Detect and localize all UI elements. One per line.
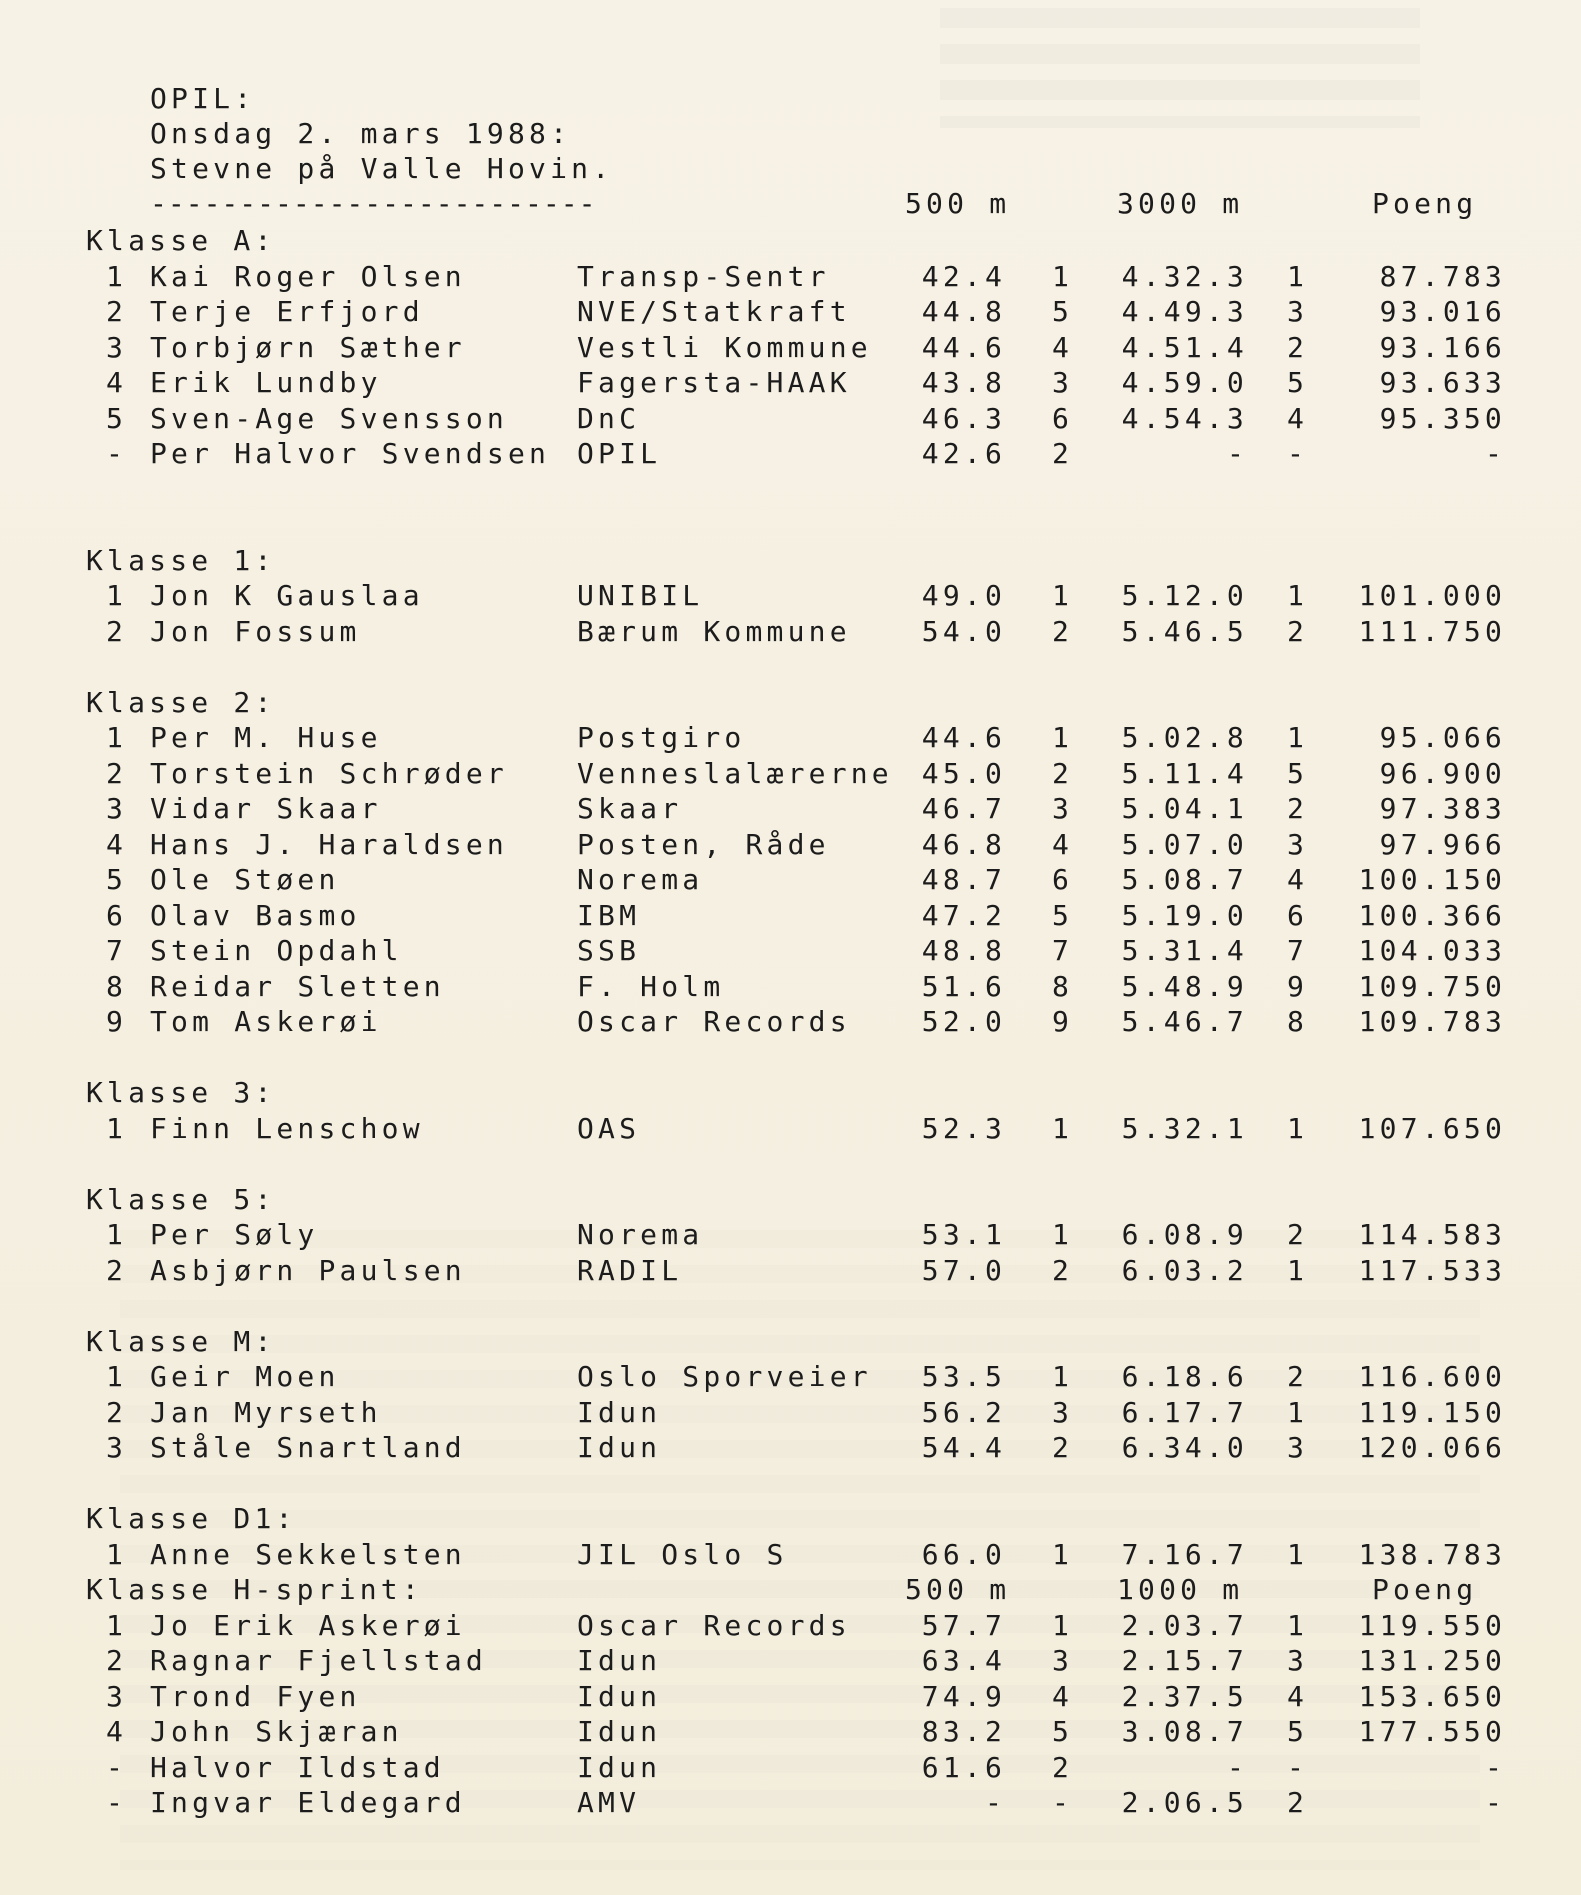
place-first-distance: 5 (1052, 1715, 1074, 1748)
club-name: Idun (577, 1715, 662, 1748)
club-name: Idun (577, 1750, 662, 1784)
club-name: Norema (577, 863, 704, 896)
placement: 6 (106, 898, 128, 932)
place-second-distance: 2 (1287, 792, 1309, 825)
place-first-distance: 4 (1052, 330, 1074, 364)
place-first-distance: 6 (1052, 863, 1074, 896)
result-row (0, 615, 1581, 649)
col-header-3000m: 3000 m (1117, 187, 1244, 220)
club-name: NVE/Statkraft (577, 295, 851, 328)
col-header-500m-sprint: 500 m (905, 1573, 1011, 1606)
place-second-distance: 4 (1287, 1679, 1309, 1713)
place-second-distance: 9 (1287, 969, 1309, 1003)
athlete-name: Asbjørn Paulsen (150, 1253, 466, 1287)
time-first-distance: 47.2 (921, 898, 1006, 932)
result-row (0, 1538, 1581, 1572)
club-name: Oscar Records (577, 1608, 851, 1642)
place-first-distance: 3 (1052, 792, 1074, 825)
placement: 1 (106, 259, 128, 293)
col-header-1000m-sprint: 1000 m (1117, 1573, 1244, 1606)
total-points: 93.633 (1379, 366, 1506, 399)
total-points: 95.350 (1379, 401, 1506, 435)
time-first-distance: 44.8 (921, 295, 1006, 328)
result-row (0, 1431, 1581, 1465)
result-row (0, 295, 1581, 329)
total-points: 95.066 (1379, 721, 1506, 754)
time-first-distance: 83.2 (921, 1715, 1006, 1748)
time-second-distance: - (1226, 437, 1248, 470)
athlete-name: Ingvar Eldegard (150, 1786, 466, 1819)
time-first-distance: 74.9 (921, 1679, 1006, 1713)
placement: 1 (106, 1537, 128, 1571)
total-points: 100.366 (1358, 898, 1506, 932)
place-second-distance: 3 (1287, 827, 1309, 861)
athlete-name: Ståle Snartland (150, 1431, 466, 1464)
time-second-distance: 2.37.5 (1121, 1679, 1248, 1713)
placement: 1 (106, 1111, 128, 1145)
time-second-distance: 2.06.5 (1121, 1786, 1248, 1819)
total-points: 111.750 (1358, 614, 1506, 648)
total-points: - (1484, 1750, 1506, 1784)
place-first-distance: 5 (1052, 898, 1074, 932)
place-second-distance: 1 (1287, 1395, 1309, 1429)
result-row (0, 1715, 1581, 1749)
place-first-distance: 2 (1052, 1431, 1074, 1464)
club-name: Transp-Sentr (577, 259, 830, 293)
section-title: Klasse H-sprint: (86, 1573, 423, 1606)
time-first-distance: 42.4 (921, 259, 1006, 293)
time-first-distance: 49.0 (921, 579, 1006, 612)
place-first-distance: 1 (1052, 1608, 1074, 1642)
total-points: 114.583 (1358, 1218, 1506, 1251)
club-name: Idun (577, 1644, 662, 1677)
result-row (0, 757, 1581, 791)
place-second-distance: 4 (1287, 401, 1309, 435)
time-second-distance: 2.03.7 (1121, 1608, 1248, 1642)
result-row (0, 1396, 1581, 1430)
time-second-distance: 5.46.5 (1121, 614, 1248, 648)
time-second-distance: 3.08.7 (1121, 1715, 1248, 1748)
club-name: Idun (577, 1395, 662, 1429)
time-first-distance: 66.0 (921, 1537, 1006, 1571)
place-second-distance: 2 (1287, 330, 1309, 364)
time-second-distance: 4.59.0 (1121, 366, 1248, 399)
total-points: 100.150 (1358, 863, 1506, 896)
section-title: Klasse 2: (86, 685, 276, 719)
place-first-distance: 4 (1052, 827, 1074, 861)
athlete-name: Per Halvor Svendsen (150, 437, 551, 470)
club-name: Skaar (577, 792, 683, 825)
place-second-distance: 1 (1287, 1537, 1309, 1571)
placement: 5 (106, 401, 128, 435)
placement: 1 (106, 1360, 128, 1393)
place-first-distance: 2 (1052, 1750, 1074, 1784)
time-second-distance: 6.18.6 (1121, 1360, 1248, 1393)
total-points: - (1484, 437, 1506, 470)
placement: 1 (106, 1608, 128, 1642)
total-points: 120.066 (1358, 1431, 1506, 1464)
place-first-distance: 1 (1052, 721, 1074, 754)
total-points: 117.533 (1358, 1253, 1506, 1287)
total-points: 116.600 (1358, 1360, 1506, 1393)
result-row (0, 1751, 1581, 1785)
placement: 4 (106, 827, 128, 861)
total-points: 87.783 (1379, 259, 1506, 293)
bleed-through-texture (940, 8, 1420, 128)
place-first-distance: 2 (1052, 437, 1074, 470)
col-header-500m: 500 m (905, 187, 1011, 220)
result-row (0, 721, 1581, 755)
total-points: 107.650 (1358, 1111, 1506, 1145)
place-second-distance: 1 (1287, 1253, 1309, 1287)
result-row (0, 792, 1581, 826)
total-points: 96.900 (1379, 756, 1506, 790)
time-second-distance: 4.51.4 (1121, 330, 1248, 364)
time-second-distance: 5.08.7 (1121, 863, 1248, 896)
total-points: 119.150 (1358, 1395, 1506, 1429)
placement: 2 (106, 1395, 128, 1429)
club-name: UNIBIL (577, 579, 704, 612)
result-row (0, 260, 1581, 294)
place-first-distance: 3 (1052, 1644, 1074, 1677)
athlete-name: John Skjæran (150, 1715, 403, 1748)
club-name: JIL Oslo S (577, 1537, 788, 1571)
result-row (0, 828, 1581, 862)
section-title: Klasse M: (86, 1324, 276, 1358)
athlete-name: Sven-Age Svensson (150, 401, 508, 435)
athlete-name: Jon Fossum (150, 614, 361, 648)
time-second-distance: 5.32.1 (1121, 1111, 1248, 1145)
result-row (0, 1609, 1581, 1643)
result-row (0, 402, 1581, 436)
place-second-distance: 1 (1287, 1608, 1309, 1642)
placement: 2 (106, 295, 128, 328)
athlete-name: Finn Lenschow (150, 1111, 424, 1145)
placement: 2 (106, 1644, 128, 1677)
place-first-distance: 7 (1052, 934, 1074, 967)
club-name: Vestli Kommune (577, 330, 872, 364)
result-row (0, 579, 1581, 613)
time-first-distance: 53.5 (921, 1360, 1006, 1393)
athlete-name: Erik Lundby (150, 366, 382, 399)
time-first-distance: 56.2 (921, 1395, 1006, 1429)
placement: 9 (106, 1005, 128, 1038)
athlete-name: Jo Erik Askerøi (150, 1608, 466, 1642)
club-name: DnC (577, 401, 641, 435)
place-first-distance: 5 (1052, 295, 1074, 328)
place-first-distance: 1 (1052, 1218, 1074, 1251)
place-second-distance: 8 (1287, 1005, 1309, 1038)
placement: 1 (106, 1218, 128, 1251)
athlete-name: Terje Erfjord (150, 295, 424, 328)
total-points: 104.033 (1358, 934, 1506, 967)
place-second-distance: 1 (1287, 1111, 1309, 1145)
club-name: OAS (577, 1111, 641, 1145)
total-points: 101.000 (1358, 579, 1506, 612)
time-second-distance: 6.34.0 (1121, 1431, 1248, 1464)
club-name: Venneslalærerne (577, 756, 893, 790)
time-first-distance: 44.6 (921, 330, 1006, 364)
athlete-name: Stein Opdahl (150, 934, 403, 967)
athlete-name: Per Søly (150, 1218, 319, 1251)
athlete-name: Tom Askerøi (150, 1005, 382, 1038)
club-name: RADIL (577, 1253, 683, 1287)
time-second-distance: 5.19.0 (1121, 898, 1248, 932)
time-first-distance: 57.7 (921, 1608, 1006, 1642)
club-name: Bærum Kommune (577, 614, 851, 648)
result-row (0, 1218, 1581, 1252)
total-points: 109.783 (1358, 1005, 1506, 1038)
result-row (0, 863, 1581, 897)
athlete-name: Kai Roger Olsen (150, 259, 466, 293)
header-date: Onsdag 2. mars 1988: (150, 117, 572, 150)
placement: 2 (106, 1253, 128, 1287)
result-row (0, 1254, 1581, 1288)
placement: 3 (106, 1431, 128, 1464)
time-first-distance: 48.7 (921, 863, 1006, 896)
time-first-distance: 45.0 (921, 756, 1006, 790)
time-second-distance: 5.46.7 (1121, 1005, 1248, 1038)
time-second-distance: 5.48.9 (1121, 969, 1248, 1003)
club-name: Norema (577, 1218, 704, 1251)
time-second-distance: 4.49.3 (1121, 295, 1248, 328)
athlete-name: Jan Myrseth (150, 1395, 382, 1429)
time-first-distance: 51.6 (921, 969, 1006, 1003)
placement: - (106, 1786, 128, 1819)
result-row (0, 1112, 1581, 1146)
placement: 4 (106, 1715, 128, 1748)
club-name: OPIL (577, 437, 662, 470)
athlete-name: Anne Sekkelsten (150, 1537, 466, 1571)
placement: 4 (106, 366, 128, 399)
result-row (0, 1644, 1581, 1678)
total-points: 153.650 (1358, 1679, 1506, 1713)
athlete-name: Trond Fyen (150, 1679, 361, 1713)
place-first-distance: 3 (1052, 1395, 1074, 1429)
athlete-name: Geir Moen (150, 1360, 340, 1393)
section-title: Klasse 3: (86, 1076, 276, 1109)
place-second-distance: 2 (1287, 1786, 1309, 1819)
time-second-distance: 4.32.3 (1121, 259, 1248, 293)
time-second-distance: 5.02.8 (1121, 721, 1248, 754)
time-first-distance: 46.8 (921, 827, 1006, 861)
club-name: AMV (577, 1786, 641, 1819)
time-second-distance: 6.08.9 (1121, 1218, 1248, 1251)
time-second-distance: 5.11.4 (1121, 756, 1248, 790)
result-row (0, 331, 1581, 365)
total-points: - (1484, 1786, 1506, 1819)
time-first-distance: 52.0 (921, 1005, 1006, 1038)
time-second-distance: 5.12.0 (1121, 579, 1248, 612)
section-title: Klasse 1: (86, 543, 276, 577)
place-second-distance: 1 (1287, 259, 1309, 293)
place-second-distance: 3 (1287, 295, 1309, 328)
place-second-distance: 3 (1287, 1644, 1309, 1677)
total-points: 109.750 (1358, 969, 1506, 1003)
time-second-distance: 4.54.3 (1121, 401, 1248, 435)
place-first-distance: 2 (1052, 1253, 1074, 1287)
athlete-name: Ole Støen (150, 863, 340, 896)
result-row (0, 899, 1581, 933)
header-org: OPIL: (150, 82, 256, 115)
time-first-distance: 48.8 (921, 934, 1006, 967)
total-points: 138.783 (1358, 1537, 1506, 1571)
place-second-distance: 2 (1287, 614, 1309, 648)
placement: 7 (106, 934, 128, 967)
total-points: 131.250 (1358, 1644, 1506, 1677)
club-name: F. Holm (577, 969, 725, 1003)
time-second-distance: 5.31.4 (1121, 934, 1248, 967)
placement: 3 (106, 792, 128, 825)
placement: - (106, 1750, 128, 1784)
col-header-points: Poeng (1372, 187, 1478, 220)
time-second-distance: 2.15.7 (1121, 1644, 1248, 1677)
time-first-distance: 53.1 (921, 1218, 1006, 1251)
place-second-distance: 2 (1287, 1360, 1309, 1393)
place-first-distance: 1 (1052, 1111, 1074, 1145)
total-points: 119.550 (1358, 1608, 1506, 1642)
placement: 2 (106, 756, 128, 790)
club-name: Idun (577, 1431, 662, 1464)
time-first-distance: 43.8 (921, 366, 1006, 399)
club-name: Oscar Records (577, 1005, 851, 1038)
placement: 8 (106, 969, 128, 1003)
placement: 1 (106, 721, 128, 754)
time-second-distance: 7.16.7 (1121, 1537, 1248, 1571)
place-second-distance: 5 (1287, 756, 1309, 790)
athlete-name: Reidar Sletten (150, 969, 445, 1003)
time-first-distance: 57.0 (921, 1253, 1006, 1287)
place-first-distance: 1 (1052, 579, 1074, 612)
club-name: Idun (577, 1679, 662, 1713)
place-first-distance: 8 (1052, 969, 1074, 1003)
time-first-distance: 61.6 (921, 1750, 1006, 1784)
place-first-distance: 2 (1052, 756, 1074, 790)
time-second-distance: 6.03.2 (1121, 1253, 1248, 1287)
placement: - (106, 437, 128, 470)
result-row (0, 366, 1581, 400)
result-row (0, 1786, 1581, 1820)
time-first-distance: 54.4 (921, 1431, 1006, 1464)
club-name: SSB (577, 934, 641, 967)
placement: 3 (106, 330, 128, 364)
place-second-distance: 5 (1287, 366, 1309, 399)
result-row (0, 1005, 1581, 1039)
col-header-points-sprint: Poeng (1372, 1573, 1478, 1606)
result-row (0, 1680, 1581, 1714)
place-first-distance: 9 (1052, 1005, 1074, 1038)
place-second-distance: - (1287, 1750, 1309, 1784)
athlete-name: Halvor Ildstad (150, 1750, 445, 1784)
time-second-distance: 5.04.1 (1121, 792, 1248, 825)
total-points: 93.016 (1379, 295, 1506, 328)
athlete-name: Per M. Huse (150, 721, 382, 754)
club-name: IBM (577, 898, 641, 932)
time-first-distance: 42.6 (921, 437, 1006, 470)
place-second-distance: 4 (1287, 863, 1309, 896)
athlete-name: Hans J. Haraldsen (150, 827, 508, 861)
athlete-name: Vidar Skaar (150, 792, 382, 825)
result-row (0, 934, 1581, 968)
total-points: 97.383 (1379, 792, 1506, 825)
time-second-distance: - (1226, 1750, 1248, 1784)
place-second-distance: 6 (1287, 898, 1309, 932)
place-first-distance: 2 (1052, 614, 1074, 648)
place-second-distance: 3 (1287, 1431, 1309, 1464)
placement: 3 (106, 1679, 128, 1713)
result-row (0, 437, 1581, 471)
place-first-distance: 4 (1052, 1679, 1074, 1713)
time-first-distance: 46.3 (921, 401, 1006, 435)
header-rule: ------------------------- (150, 187, 597, 220)
section-title: Klasse 5: (86, 1182, 276, 1216)
time-first-distance: 44.6 (921, 721, 1006, 754)
place-first-distance: 6 (1052, 401, 1074, 435)
placement: 1 (106, 579, 128, 612)
athlete-name: Jon K Gauslaa (150, 579, 424, 612)
place-first-distance: 3 (1052, 366, 1074, 399)
place-first-distance: 1 (1052, 1360, 1074, 1393)
placement: 2 (106, 614, 128, 648)
placement: 5 (106, 863, 128, 896)
athlete-name: Olav Basmo (150, 898, 361, 932)
place-second-distance: 7 (1287, 934, 1309, 967)
time-first-distance: 46.7 (921, 792, 1006, 825)
place-second-distance: 5 (1287, 1715, 1309, 1748)
athlete-name: Torstein Schrøder (150, 756, 508, 790)
athlete-name: Ragnar Fjellstad (150, 1644, 487, 1677)
time-first-distance: 63.4 (921, 1644, 1006, 1677)
header-venue: Stevne på Valle Hovin. (150, 152, 614, 185)
time-first-distance: 52.3 (921, 1111, 1006, 1145)
club-name: Posten, Råde (577, 827, 830, 861)
club-name: Oslo Sporveier (577, 1360, 872, 1393)
total-points: 177.550 (1358, 1715, 1506, 1748)
result-row (0, 970, 1581, 1004)
total-points: 97.966 (1379, 827, 1506, 861)
club-name: Postgiro (577, 721, 746, 754)
place-first-distance: - (1052, 1786, 1074, 1819)
section-title: Klasse A: (86, 224, 276, 257)
place-first-distance: 1 (1052, 1537, 1074, 1571)
total-points: 93.166 (1379, 330, 1506, 364)
place-first-distance: 1 (1052, 259, 1074, 293)
place-second-distance: - (1287, 437, 1309, 470)
time-second-distance: 6.17.7 (1121, 1395, 1248, 1429)
athlete-name: Torbjørn Sæther (150, 330, 466, 364)
result-row (0, 1360, 1581, 1394)
time-first-distance: - (984, 1786, 1006, 1819)
time-second-distance: 5.07.0 (1121, 827, 1248, 861)
place-second-distance: 1 (1287, 579, 1309, 612)
time-first-distance: 54.0 (921, 614, 1006, 648)
place-second-distance: 2 (1287, 1218, 1309, 1251)
section-title: Klasse D1: (86, 1502, 297, 1535)
club-name: Fagersta-HAAK (577, 366, 851, 399)
place-second-distance: 1 (1287, 721, 1309, 754)
